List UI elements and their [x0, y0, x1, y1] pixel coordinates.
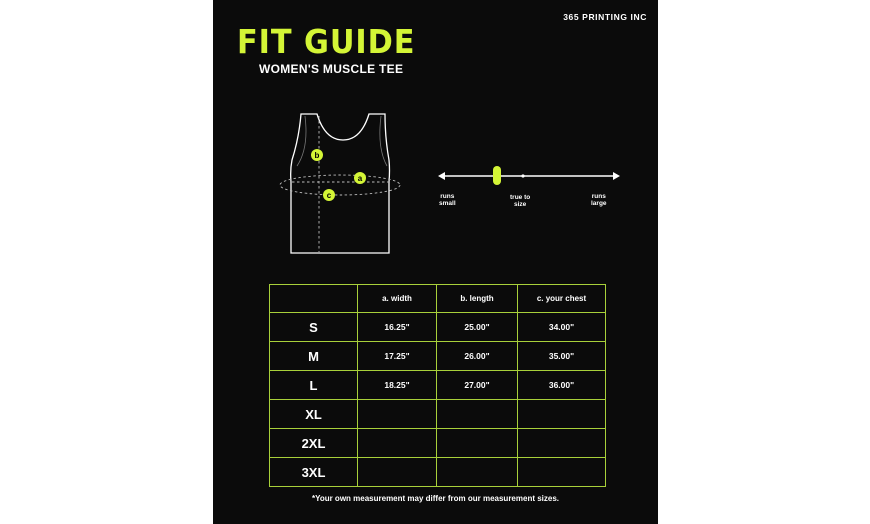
table-header-cell: b. length	[437, 285, 518, 313]
length-cell: 26.00"	[437, 342, 518, 371]
arrow-right-icon	[613, 172, 620, 180]
marker-b	[311, 149, 323, 161]
fit-guide-panel	[213, 0, 658, 524]
table-row	[270, 342, 606, 371]
length-cell	[437, 400, 518, 429]
chest-measure-ellipse	[280, 175, 400, 195]
fit-label-true-to-size: true to size	[510, 194, 531, 208]
length-cell: 27.00"	[437, 371, 518, 400]
table-row	[270, 371, 606, 400]
brand-name: 365 PRINTING INC	[563, 12, 647, 22]
table-header-cell: c. your chest	[518, 285, 606, 313]
width-cell	[358, 400, 437, 429]
length-cell	[437, 458, 518, 487]
fit-indicator	[493, 166, 501, 185]
length-cell	[437, 429, 518, 458]
svg-text:c: c	[326, 191, 332, 200]
chest-cell: 35.00"	[518, 342, 606, 371]
table-row	[270, 429, 606, 458]
chest-cell	[518, 458, 606, 487]
size-table	[269, 284, 606, 487]
table-row	[270, 400, 606, 429]
tank-top-diagram	[279, 108, 409, 258]
svg-text:b: b	[314, 151, 320, 160]
length-cell: 25.00"	[437, 313, 518, 342]
marker-a	[354, 172, 366, 184]
tank-top-outline	[291, 114, 390, 253]
chest-cell	[518, 400, 606, 429]
svg-text:a: a	[357, 174, 363, 183]
fit-scale	[435, 161, 625, 191]
size-cell: 2XL	[270, 429, 358, 458]
true-to-size-tick	[521, 174, 524, 177]
fit-label-runs-large: runs large	[591, 193, 607, 207]
size-cell: M	[270, 342, 358, 371]
width-cell: 18.25"	[358, 371, 437, 400]
width-cell: 16.25"	[358, 313, 437, 342]
size-cell: 3XL	[270, 458, 358, 487]
chest-cell: 34.00"	[518, 313, 606, 342]
table-header-cell: a. width	[358, 285, 437, 313]
arrow-left-icon	[438, 172, 445, 180]
width-cell: 17.25"	[358, 342, 437, 371]
table-row	[270, 458, 606, 487]
chest-cell	[518, 429, 606, 458]
size-cell: XL	[270, 400, 358, 429]
page-subtitle: WOMEN'S MUSCLE TEE	[259, 62, 404, 76]
width-cell	[358, 458, 437, 487]
fit-label-runs-small: runs small	[439, 193, 456, 207]
table-header-row	[270, 285, 606, 313]
size-cell: L	[270, 371, 358, 400]
size-cell: S	[270, 313, 358, 342]
table-header-cell	[270, 285, 358, 313]
marker-c	[323, 189, 335, 201]
chest-cell: 36.00"	[518, 371, 606, 400]
width-cell	[358, 429, 437, 458]
footnote: *Your own measurement may differ from our measurement sizes.	[311, 494, 560, 503]
table-row	[270, 313, 606, 342]
page-title: FIT GUIDE	[237, 22, 416, 61]
